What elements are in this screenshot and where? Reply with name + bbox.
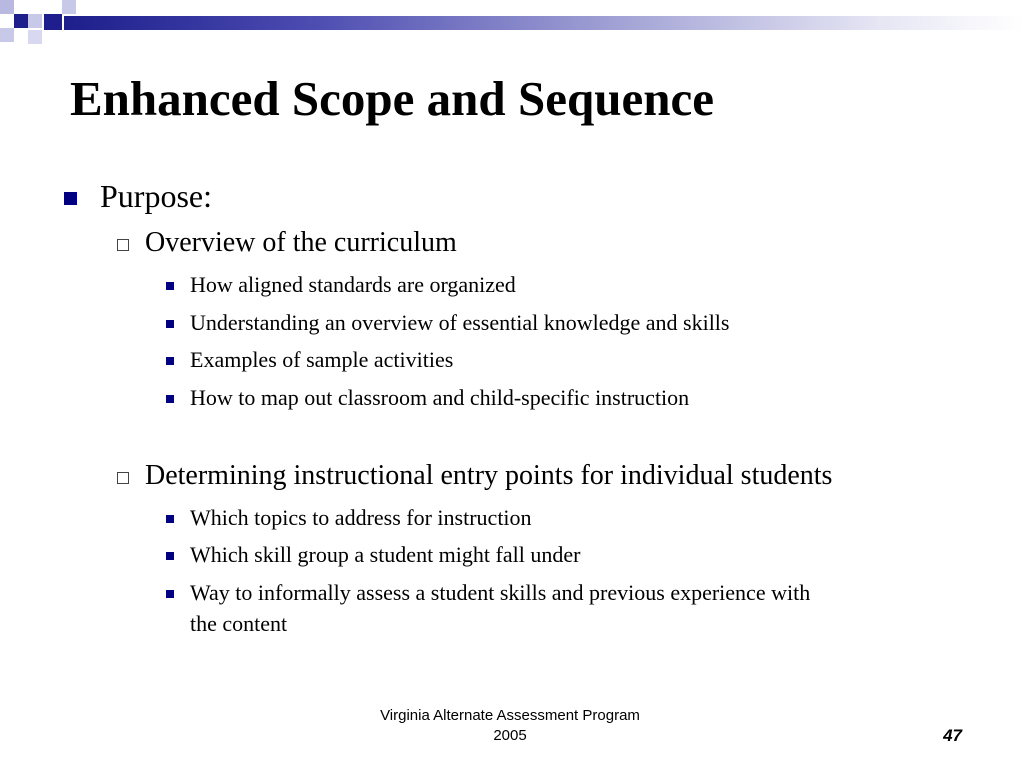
corner-squares-decoration [0, 0, 80, 60]
section-heading: Determining instructional entry points for individual students [145, 460, 833, 491]
footer-year: 2005 [493, 727, 527, 744]
hollow-square-bullet-icon [117, 472, 129, 484]
list-item: Way to informally assess a student skills and previous experience with [190, 580, 811, 605]
footer [300, 706, 720, 746]
footer-program: Virginia Alternate Assessment Program [380, 707, 640, 724]
list-item: How aligned standards are organized [190, 272, 516, 297]
section-heading: Overview of the curriculum [145, 227, 457, 258]
list-item: Examples of sample activities [190, 347, 454, 372]
list-item: Understanding an overview of essential knowledge and skills [190, 310, 730, 335]
small-square-bullet-icon [166, 552, 174, 560]
small-square-bullet-icon [166, 320, 174, 328]
small-square-bullet-icon [166, 357, 174, 365]
list-item: How to map out classroom and child-specific instruction [190, 385, 690, 410]
bullet-square-icon [64, 192, 77, 205]
list-item: Which skill group a student might fall under [190, 542, 581, 567]
page-number: 47 [943, 726, 962, 745]
small-square-bullet-icon [166, 590, 174, 598]
hollow-square-bullet-icon [117, 239, 129, 251]
small-square-bullet-icon [166, 395, 174, 403]
list-item: Which topics to address for instruction [190, 505, 532, 530]
header-gradient-band [64, 16, 1024, 30]
slide-title: Enhanced Scope and Sequence [70, 71, 714, 126]
purpose-label: Purpose: [100, 178, 212, 214]
small-square-bullet-icon [166, 515, 174, 523]
list-item-continuation: the content [190, 611, 288, 636]
small-square-bullet-icon [166, 282, 174, 290]
